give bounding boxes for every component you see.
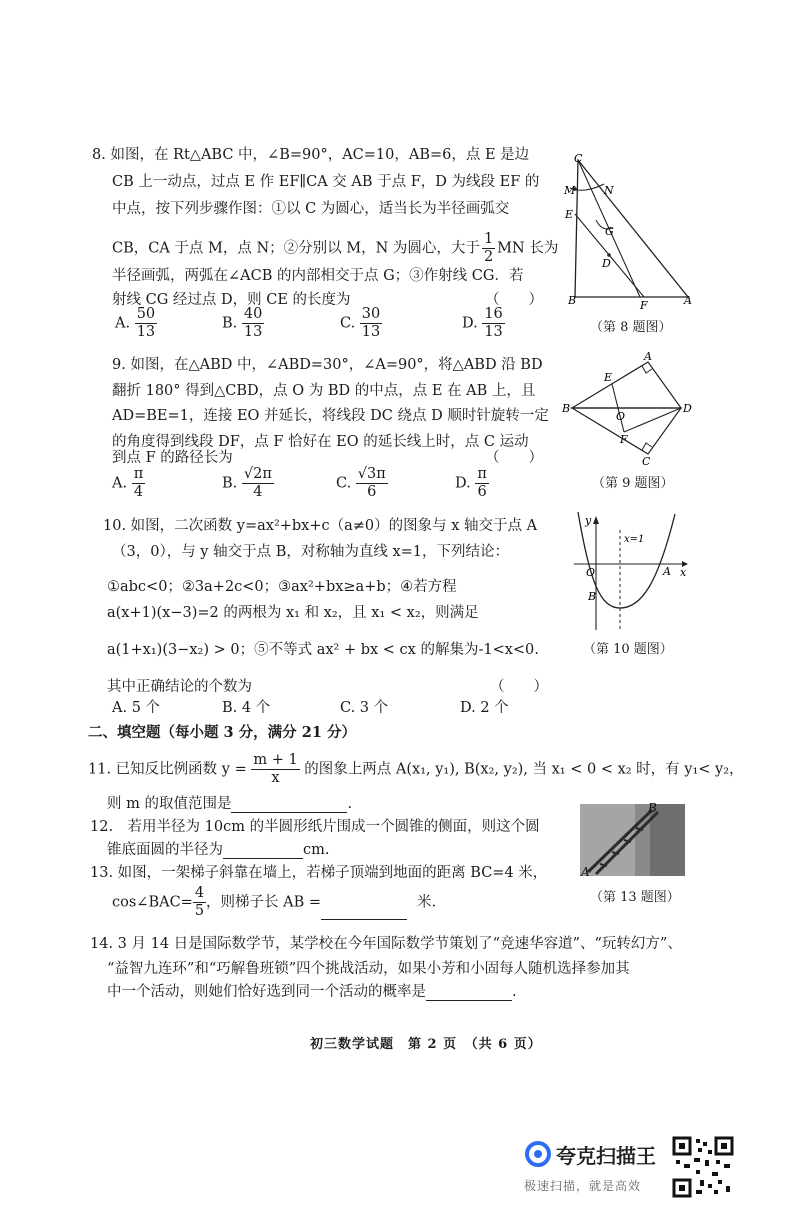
fig8-label-g: G <box>605 225 614 238</box>
frac-num: π <box>477 466 487 482</box>
q11-end: . <box>347 796 353 812</box>
q8-option-a-label: A. <box>115 315 131 332</box>
q11-answer-blank[interactable] <box>231 796 347 813</box>
q8-line-3: 中点，按下列步骤作图：①以 C 为圆心，适当长为半径画弧交 <box>112 201 510 217</box>
section-2-heading: 二、填空题（每小题 3 分，满分 21 分） <box>88 724 356 741</box>
q13-pre: cos∠BAC= <box>112 894 193 911</box>
q8-line-4-text: CB，CA 于点 M，点 N；②分别以 M，N 为圆心，大于 <box>112 240 480 257</box>
q8-caption: （第 8 题图） <box>590 320 672 335</box>
half-fraction <box>482 231 495 266</box>
right-angle-a <box>642 366 652 373</box>
frac-den: 4 <box>253 484 263 500</box>
q11-line-2 <box>107 792 352 813</box>
q9-option-b[interactable] <box>222 466 274 501</box>
q9-caption: （第 9 题图） <box>592 476 674 491</box>
q11-fraction <box>251 752 299 787</box>
q9-line-5: 到点 F 的路径长为 <box>112 450 233 466</box>
q8-line-2: CB 上一动点，过点 E 作 EF∥CA 交 AB 于点 F，D 为线段 EF 的 <box>112 174 540 190</box>
q9-option-c-frac <box>356 466 388 501</box>
q13-den: 5 <box>194 903 205 919</box>
fig10-label-a: A <box>663 565 671 578</box>
fig9-label-e: E <box>604 371 613 384</box>
half-den: 2 <box>483 249 494 265</box>
q13-caption: （第 13 题图） <box>590 890 680 905</box>
q13-fraction <box>193 885 206 920</box>
q9-figure <box>560 350 700 468</box>
frac-num: 30 <box>361 306 381 322</box>
q12-answer-blank[interactable] <box>223 842 303 859</box>
frac-num: √2π <box>243 466 272 482</box>
q9-line-4: 的角度得到线段 DF，点 F 恰好在 EO 的延长线上时，点 C 运动 <box>112 434 529 450</box>
half-num: 1 <box>483 231 494 247</box>
frac-num: π <box>133 466 144 482</box>
fig13-label-a: A <box>581 865 590 879</box>
q9-option-a-label: A. <box>112 475 128 492</box>
q8-line-5: 半径画弧，两弧在∠ACB 的内部相交于点 G；③作射线 CG．若 <box>112 268 524 284</box>
q10-line-2: （3，0），与 y 轴交于点 B，对称轴为直线 x=1，下列结论： <box>112 544 510 560</box>
fig8-label-n: N <box>604 184 614 197</box>
q8-line-4-tail: MN 长为 <box>497 240 559 257</box>
q8-option-a[interactable] <box>115 306 157 341</box>
frac-num: 50 <box>136 306 156 322</box>
fig10-label-o: O <box>586 566 596 579</box>
q9-line-2: 翻折 180° 得到△CBD，点 O 为 BD 的中点，点 E 在 AB 上，且 <box>112 383 536 399</box>
q13-mid: ，则梯子长 AB = <box>206 894 322 911</box>
q8-option-c[interactable] <box>340 306 382 341</box>
q10-caption: （第 10 题图） <box>583 642 673 657</box>
fig9-label-d: D <box>683 402 692 415</box>
fig8-label-b: B <box>568 294 577 307</box>
fig9-label-f: F <box>620 433 628 446</box>
right-angle-c <box>642 443 652 450</box>
fig9-label-o: O <box>616 410 626 423</box>
q14-end: . <box>512 984 517 1000</box>
q8-option-d-frac <box>482 306 504 341</box>
q11-pre: 11. 已知反比例函数 y = <box>88 761 247 778</box>
q13-unit: 米. <box>417 894 437 911</box>
q11-line-1 <box>88 752 744 787</box>
fig9-label-b: B <box>562 402 571 415</box>
frac-den: 13 <box>136 324 156 340</box>
fig8-label-c: C <box>574 152 583 165</box>
frac-den: 4 <box>133 484 144 500</box>
q9-option-d-frac <box>475 466 489 501</box>
q9-line-3: AD=BE=1，连接 EO 并延长，将线段 DC 绕点 D 顺时针旋转一定 <box>112 408 549 424</box>
fig10-label-x: x <box>680 566 687 579</box>
frac-num: √3π <box>357 466 386 482</box>
q10-line-1: 10. 如图，二次函数 y=ax²+bx+c（a≠0）的图象与 x 轴交于点 A <box>103 518 538 534</box>
fig8-label-m: M <box>564 184 576 197</box>
q10-line-6: 其中正确结论的个数为 <box>107 679 252 695</box>
q9-option-d[interactable] <box>455 466 489 501</box>
q8-answer-paren: （ ） <box>485 292 543 308</box>
q13-num: 4 <box>194 885 205 901</box>
fig8-label-a: A <box>684 294 692 307</box>
q10-line-3: ①abc<0；②3a+2c<0；③ax²+bx≥a+b；④若方程 <box>107 579 457 595</box>
q9-option-d-label: D. <box>455 475 471 492</box>
q14-line-1: 14. 3 月 14 日是国际数学节，某学校在今年国际数学节策划了“竞速华容道”、“玩转幻方”、 <box>90 936 682 952</box>
fig9-label-c: C <box>642 455 651 468</box>
q13-line-2 <box>112 885 436 920</box>
q10-option-c[interactable]: C. 3 个 <box>340 700 389 716</box>
q10-answer-paren: （ ） <box>490 679 548 695</box>
fig10-label-axis: x=1 <box>624 534 645 545</box>
frac-den: 13 <box>243 324 263 340</box>
q8-figure <box>560 152 695 314</box>
q10-option-b[interactable]: B. 4 个 <box>222 700 271 716</box>
q8-line-4 <box>112 231 558 266</box>
fig8-label-e: E <box>565 208 574 221</box>
q9-option-b-frac <box>242 466 274 501</box>
q10-option-a[interactable]: A. 5 个 <box>112 700 161 716</box>
q8-option-b[interactable] <box>222 306 264 341</box>
q8-option-b-label: B. <box>222 315 238 332</box>
fig8-label-d: D <box>602 257 611 270</box>
q13-line-1: 13. 如图，一架梯子斜靠在墙上，若梯子顶端到地面的距离 BC=4 米， <box>90 865 548 881</box>
frac-num: 40 <box>243 306 263 322</box>
q12-line-2 <box>107 838 329 859</box>
q10-line-4: a(x+1)(x−3)=2 的两根为 x₁ 和 x₂，且 x₁ < x₂，则满足 <box>107 605 479 621</box>
fig10-label-y: y <box>585 514 592 527</box>
q8-option-d-label: D. <box>462 315 478 332</box>
fig8-label-f: F <box>640 299 648 312</box>
q8-option-a-frac <box>135 306 157 341</box>
watermark-brand: 夸克扫描王 <box>556 1144 656 1168</box>
q10-figure <box>570 512 690 632</box>
fig9-label-a: A <box>644 350 652 363</box>
triangle-abc <box>575 160 688 297</box>
q8-option-d[interactable] <box>462 306 505 341</box>
q11-den: x <box>271 770 280 786</box>
q9-option-c[interactable] <box>336 466 388 501</box>
quark-logo-icon <box>524 1140 552 1168</box>
q11-post: 的图象上两点 A(x₁, y₁), B(x₂, y₂), 当 x₁ < 0 < x₂ 时，有 y₁< y₂， <box>304 761 744 778</box>
q8-option-c-frac <box>360 306 382 341</box>
frac-num: 16 <box>484 306 503 322</box>
q11-num: m + 1 <box>253 752 298 768</box>
q13-answer-blank[interactable] <box>321 903 407 920</box>
frac-den: 13 <box>484 324 503 340</box>
q8-line-1: 8. 如图，在 Rt△ABC 中，∠B=90°，AC=10，AB=6，点 E 是边 <box>92 147 530 163</box>
q9-option-b-label: B. <box>222 475 238 492</box>
q12-line-1: 12. 若用半径为 10cm 的半圆形纸片围成一个圆锥的侧面，则这个圆 <box>90 819 540 835</box>
triangle-abd <box>572 362 681 408</box>
q14-line-2: “益智九连环”和“巧解鲁班锁”四个挑战活动，如果小芳和小固每人随机选择参加其 <box>107 961 630 977</box>
q9-option-a-frac <box>132 466 146 501</box>
y-axis-arrow <box>593 516 599 524</box>
frac-den: 13 <box>361 324 381 340</box>
q12-unit: cm. <box>303 842 330 858</box>
q14-line-3 <box>107 980 517 1001</box>
q8-option-c-label: C. <box>340 315 356 332</box>
q11-line-2-text: 则 m 的取值范围是 <box>107 796 232 812</box>
q14-answer-blank[interactable] <box>426 984 512 1001</box>
q9-answer-paren: （ ） <box>485 450 543 466</box>
q8-line-6: 射线 CG 经过点 D，则 CE 的长度为 <box>112 292 351 308</box>
q8-option-b-frac <box>242 306 264 341</box>
q14-line-3-text: 中一个活动，则她们恰好选到同一个活动的概率是 <box>107 984 426 1000</box>
fig10-label-b: B <box>588 590 597 603</box>
q10-option-d[interactable]: D. 2 个 <box>460 700 509 716</box>
fig13-label-b: B <box>648 801 657 815</box>
q13-figure <box>580 800 688 882</box>
watermark-slogan: 极速扫描，就是高效 <box>524 1179 642 1193</box>
qr-code-icon <box>672 1136 734 1198</box>
frac-den: 6 <box>367 484 377 500</box>
q12-line-2-text: 锥底面圆的半径为 <box>107 842 223 858</box>
page-footer: 初三数学试题 第 2 页 （共 6 页） <box>310 1037 542 1052</box>
q9-option-a[interactable] <box>112 466 145 501</box>
q10-line-5: a(1+x₁)(3−x₂) > 0；⑤不等式 ax² + bx < cx 的解集为-1<x<0. <box>107 642 539 658</box>
frac-den: 6 <box>477 484 487 500</box>
q9-line-1: 9. 如图，在△ABD 中，∠ABD=30°，∠A=90°，将△ABD 沿 BD <box>112 357 543 373</box>
q9-option-c-label: C. <box>336 475 352 492</box>
